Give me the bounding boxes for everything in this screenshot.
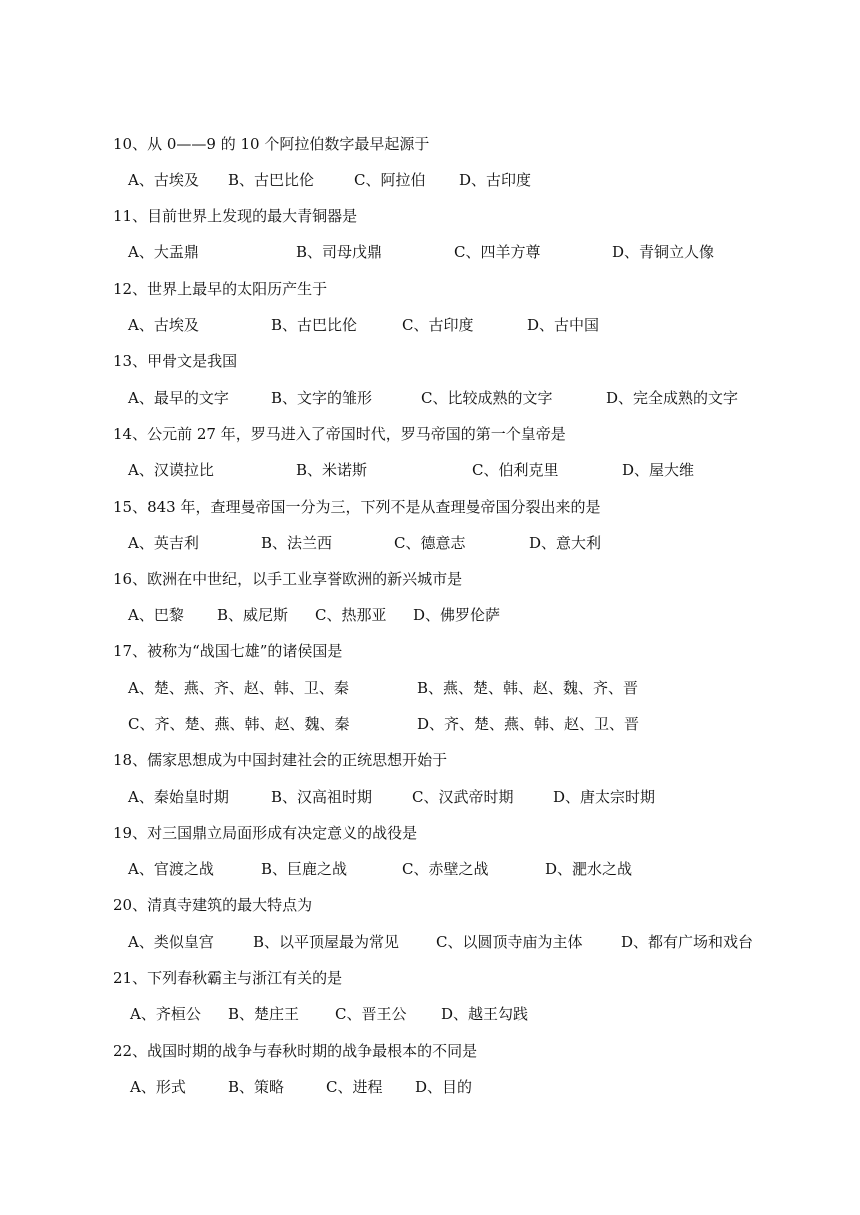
option-a: A、类似皇宫	[128, 933, 214, 951]
option-d: D、唐太宗时期	[553, 788, 656, 806]
option-b: B、策略	[228, 1078, 285, 1096]
option-d: D、完全成熟的文字	[606, 389, 739, 407]
question-13: 13、甲骨文是我国	[113, 352, 238, 370]
option-a: A、楚、燕、齐、赵、韩、卫、秦	[128, 679, 349, 697]
option-c: C、德意志	[394, 534, 466, 552]
options-17-row2	[128, 714, 640, 734]
options-19	[128, 859, 633, 879]
option-d: D、佛罗伦萨	[413, 606, 501, 624]
options-20	[128, 932, 754, 952]
option-c: C、汉武帝时期	[412, 788, 514, 806]
option-b: B、巨鹿之战	[261, 860, 348, 878]
option-d: D、古印度	[459, 171, 532, 189]
options-18	[128, 787, 656, 807]
question-18: 18、儒家思想成为中国封建社会的正统思想开始于	[113, 751, 448, 769]
question-16: 16、欧洲在中世纪，以手工业享誉欧洲的新兴城市是	[113, 570, 463, 588]
option-a: A、巴黎	[128, 606, 184, 624]
option-a: A、汉谟拉比	[128, 461, 214, 479]
question-11: 11、目前世界上发现的最大青铜器是	[113, 207, 358, 225]
options-11	[128, 242, 715, 262]
options-21	[128, 1004, 529, 1024]
option-a: A、古埃及	[128, 171, 199, 189]
option-d: D、越王勾践	[441, 1005, 529, 1023]
option-b: B、米诺斯	[296, 461, 368, 479]
option-c: C、古印度	[402, 316, 474, 334]
option-b: B、楚庄王	[228, 1005, 300, 1023]
option-a: A、英吉利	[128, 534, 199, 552]
question-17: 17、被称为“战国七雄”的诸侯国是	[113, 642, 343, 660]
option-d: D、青铜立人像	[612, 243, 715, 261]
option-c: C、晋王公	[335, 1005, 407, 1023]
option-c: C、进程	[326, 1078, 383, 1096]
options-17-row1	[128, 678, 639, 698]
options-22	[128, 1077, 473, 1097]
option-c: C、比较成熟的文字	[421, 389, 553, 407]
question-19: 19、对三国鼎立局面形成有决定意义的战役是	[113, 824, 418, 842]
option-d: D、都有广场和戏台	[621, 933, 754, 951]
question-14: 14、公元前 27 年，罗马进入了帝国时代，罗马帝国的第一个皇帝是	[113, 425, 566, 443]
option-d: D、屋大维	[622, 461, 695, 479]
option-a: A、齐桓公	[130, 1005, 201, 1023]
options-10	[128, 170, 532, 190]
option-d: D、古中国	[527, 316, 600, 334]
option-a: A、最早的文字	[128, 389, 229, 407]
option-d: D、目的	[415, 1078, 473, 1096]
question-20: 20、清真寺建筑的最大特点为	[113, 896, 313, 914]
option-a: A、官渡之战	[128, 860, 214, 878]
option-a: A、古埃及	[128, 316, 199, 334]
question-15: 15、843 年，查理曼帝国一分为三，下列不是从查理曼帝国分裂出来的是	[113, 498, 601, 516]
option-d: D、淝水之战	[545, 860, 633, 878]
option-b: B、古巴比伦	[271, 316, 358, 334]
option-a: A、形式	[130, 1078, 186, 1096]
option-d: D、意大利	[529, 534, 602, 552]
options-12	[128, 315, 600, 335]
option-b: B、文字的雏形	[271, 389, 373, 407]
option-c: C、伯利克里	[472, 461, 559, 479]
question-12: 12、世界上最早的太阳历产生于	[113, 280, 328, 298]
options-14	[128, 460, 695, 480]
option-b: B、汉高祖时期	[271, 788, 373, 806]
question-10: 10、从 0——9 的 10 个阿拉伯数字最早起源于	[113, 135, 430, 153]
option-b: B、威尼斯	[217, 606, 289, 624]
option-a: A、大盂鼎	[128, 243, 199, 261]
option-b: B、司母戊鼎	[296, 243, 383, 261]
option-c: C、齐、楚、燕、韩、赵、魏、秦	[128, 715, 350, 733]
options-16	[128, 605, 501, 625]
options-13	[128, 388, 739, 408]
option-a: A、秦始皇时期	[128, 788, 229, 806]
option-c: C、阿拉伯	[354, 171, 426, 189]
option-b: B、以平顶屋最为常见	[253, 933, 400, 951]
question-22: 22、战国时期的战争与春秋时期的战争最根本的不同是	[113, 1042, 478, 1060]
option-b: B、法兰西	[261, 534, 333, 552]
option-b: B、古巴比伦	[228, 171, 315, 189]
option-c: C、以圆顶寺庙为主体	[436, 933, 583, 951]
option-b: B、燕、楚、韩、赵、魏、齐、晋	[417, 679, 639, 697]
options-15	[128, 533, 602, 553]
option-c: C、四羊方尊	[454, 243, 541, 261]
question-21: 21、下列春秋霸主与浙江有关的是	[113, 969, 343, 987]
option-c: C、赤壁之战	[402, 860, 489, 878]
option-d: D、齐、楚、燕、韩、赵、卫、晋	[417, 715, 640, 733]
option-c: C、热那亚	[315, 606, 387, 624]
